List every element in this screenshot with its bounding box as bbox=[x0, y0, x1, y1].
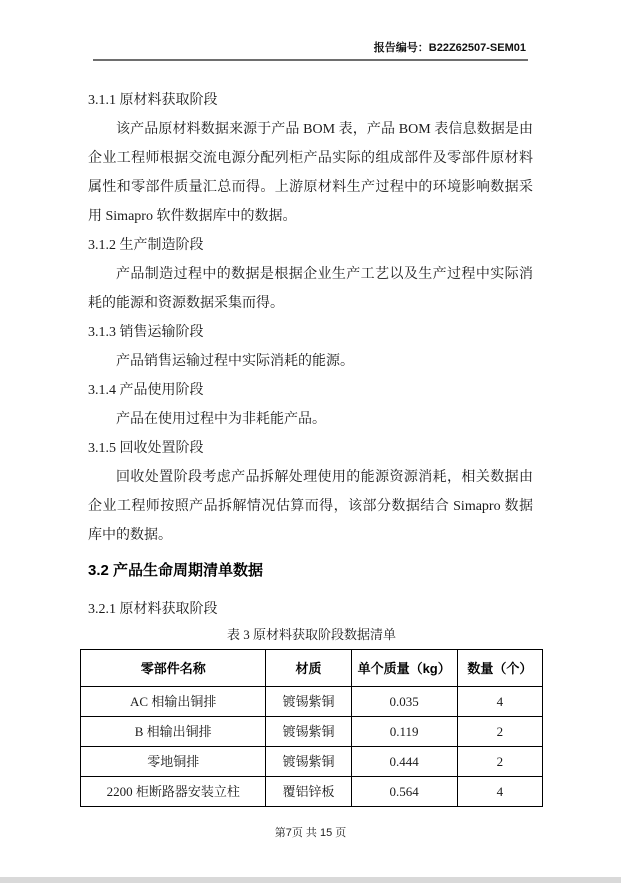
cell-quantity: 4 bbox=[457, 777, 542, 807]
section-heading-3-1-4: 3.1.4 产品使用阶段 bbox=[88, 383, 204, 398]
header-rule bbox=[93, 59, 528, 61]
col-header-part-name: 零部件名称 bbox=[81, 650, 266, 687]
cell-part-name: B 相输出铜排 bbox=[81, 717, 266, 747]
cell-material: 镀锡紫铜 bbox=[266, 687, 351, 717]
section-body-3-1-2: 产品制造过程中的数据是根据企业生产工艺以及生产过程中实际消耗的能源和资源数据采集而得。 bbox=[88, 267, 533, 311]
section-heading-3-1-3: 3.1.3 销售运输阶段 bbox=[88, 325, 204, 340]
cell-unit-mass: 0.444 bbox=[351, 747, 457, 777]
section-heading-3-2: 3.2 产品生命周期清单数据 bbox=[88, 562, 264, 579]
cell-part-name: 零地铜排 bbox=[81, 747, 266, 777]
report-number: 报告编号：B22Z62507-SEM01 bbox=[373, 42, 526, 54]
page-footer: 第7页 共 15 页 bbox=[274, 827, 347, 839]
col-header-material: 材质 bbox=[266, 650, 351, 687]
table-row bbox=[81, 747, 543, 777]
cell-unit-mass: 0.564 bbox=[351, 777, 457, 807]
cell-material: 镀锡紫铜 bbox=[266, 717, 351, 747]
table-header-row bbox=[81, 650, 543, 687]
viewer-bottom-edge bbox=[0, 877, 621, 883]
section-body-3-1-1: 该产品原材料数据来源于产品 BOM 表，产品 BOM 表信息数据是由企业工程师根据交流电源分配列柜产品实际的组成部件及零部件原材料属性和零部件质量汇总而得。上游原材料生产过程中的环境影响数据采用 Simapro 软件数据库中的数据。 bbox=[88, 122, 533, 224]
col-header-unit-mass: 单个质量（kg） bbox=[351, 650, 457, 687]
col-header-quantity: 数量（个） bbox=[457, 650, 542, 687]
cell-part-name: AC 相输出铜排 bbox=[81, 687, 266, 717]
cell-quantity: 2 bbox=[457, 717, 542, 747]
cell-part-name: 2200 柜断路器安装立柱 bbox=[81, 777, 266, 807]
section-body-3-1-5: 回收处置阶段考虑产品拆解处理使用的能源资源消耗，相关数据由企业工程师按照产品拆解情况估算而得，该部分数据结合 Simapro 数据库中的数据。 bbox=[88, 470, 533, 543]
cell-unit-mass: 0.035 bbox=[351, 687, 457, 717]
section-body-3-1-3: 产品销售运输过程中实际消耗的能源。 bbox=[116, 354, 354, 369]
page-header bbox=[93, 42, 528, 61]
cell-quantity: 4 bbox=[457, 687, 542, 717]
cell-unit-mass: 0.119 bbox=[351, 717, 457, 747]
table-block bbox=[80, 624, 543, 807]
table-caption: 表 3 原材料获取阶段数据清单 bbox=[226, 627, 396, 642]
cell-quantity: 2 bbox=[457, 747, 542, 777]
section-heading-3-1-1: 3.1.1 原材料获取阶段 bbox=[88, 93, 218, 108]
section-heading-3-1-5: 3.1.5 回收处置阶段 bbox=[88, 441, 204, 456]
table-row bbox=[81, 687, 543, 717]
cell-material: 镀锡紫铜 bbox=[266, 747, 351, 777]
cell-material: 覆铝锌板 bbox=[266, 777, 351, 807]
page-content bbox=[88, 80, 533, 807]
table-row bbox=[81, 777, 543, 807]
section-heading-3-1-2: 3.1.2 生产制造阶段 bbox=[88, 238, 204, 253]
section-body-3-1-4: 产品在使用过程中为非耗能产品。 bbox=[116, 412, 326, 427]
table-row bbox=[81, 717, 543, 747]
data-table bbox=[80, 649, 543, 807]
section-heading-3-2-1: 3.2.1 原材料获取阶段 bbox=[88, 602, 218, 617]
